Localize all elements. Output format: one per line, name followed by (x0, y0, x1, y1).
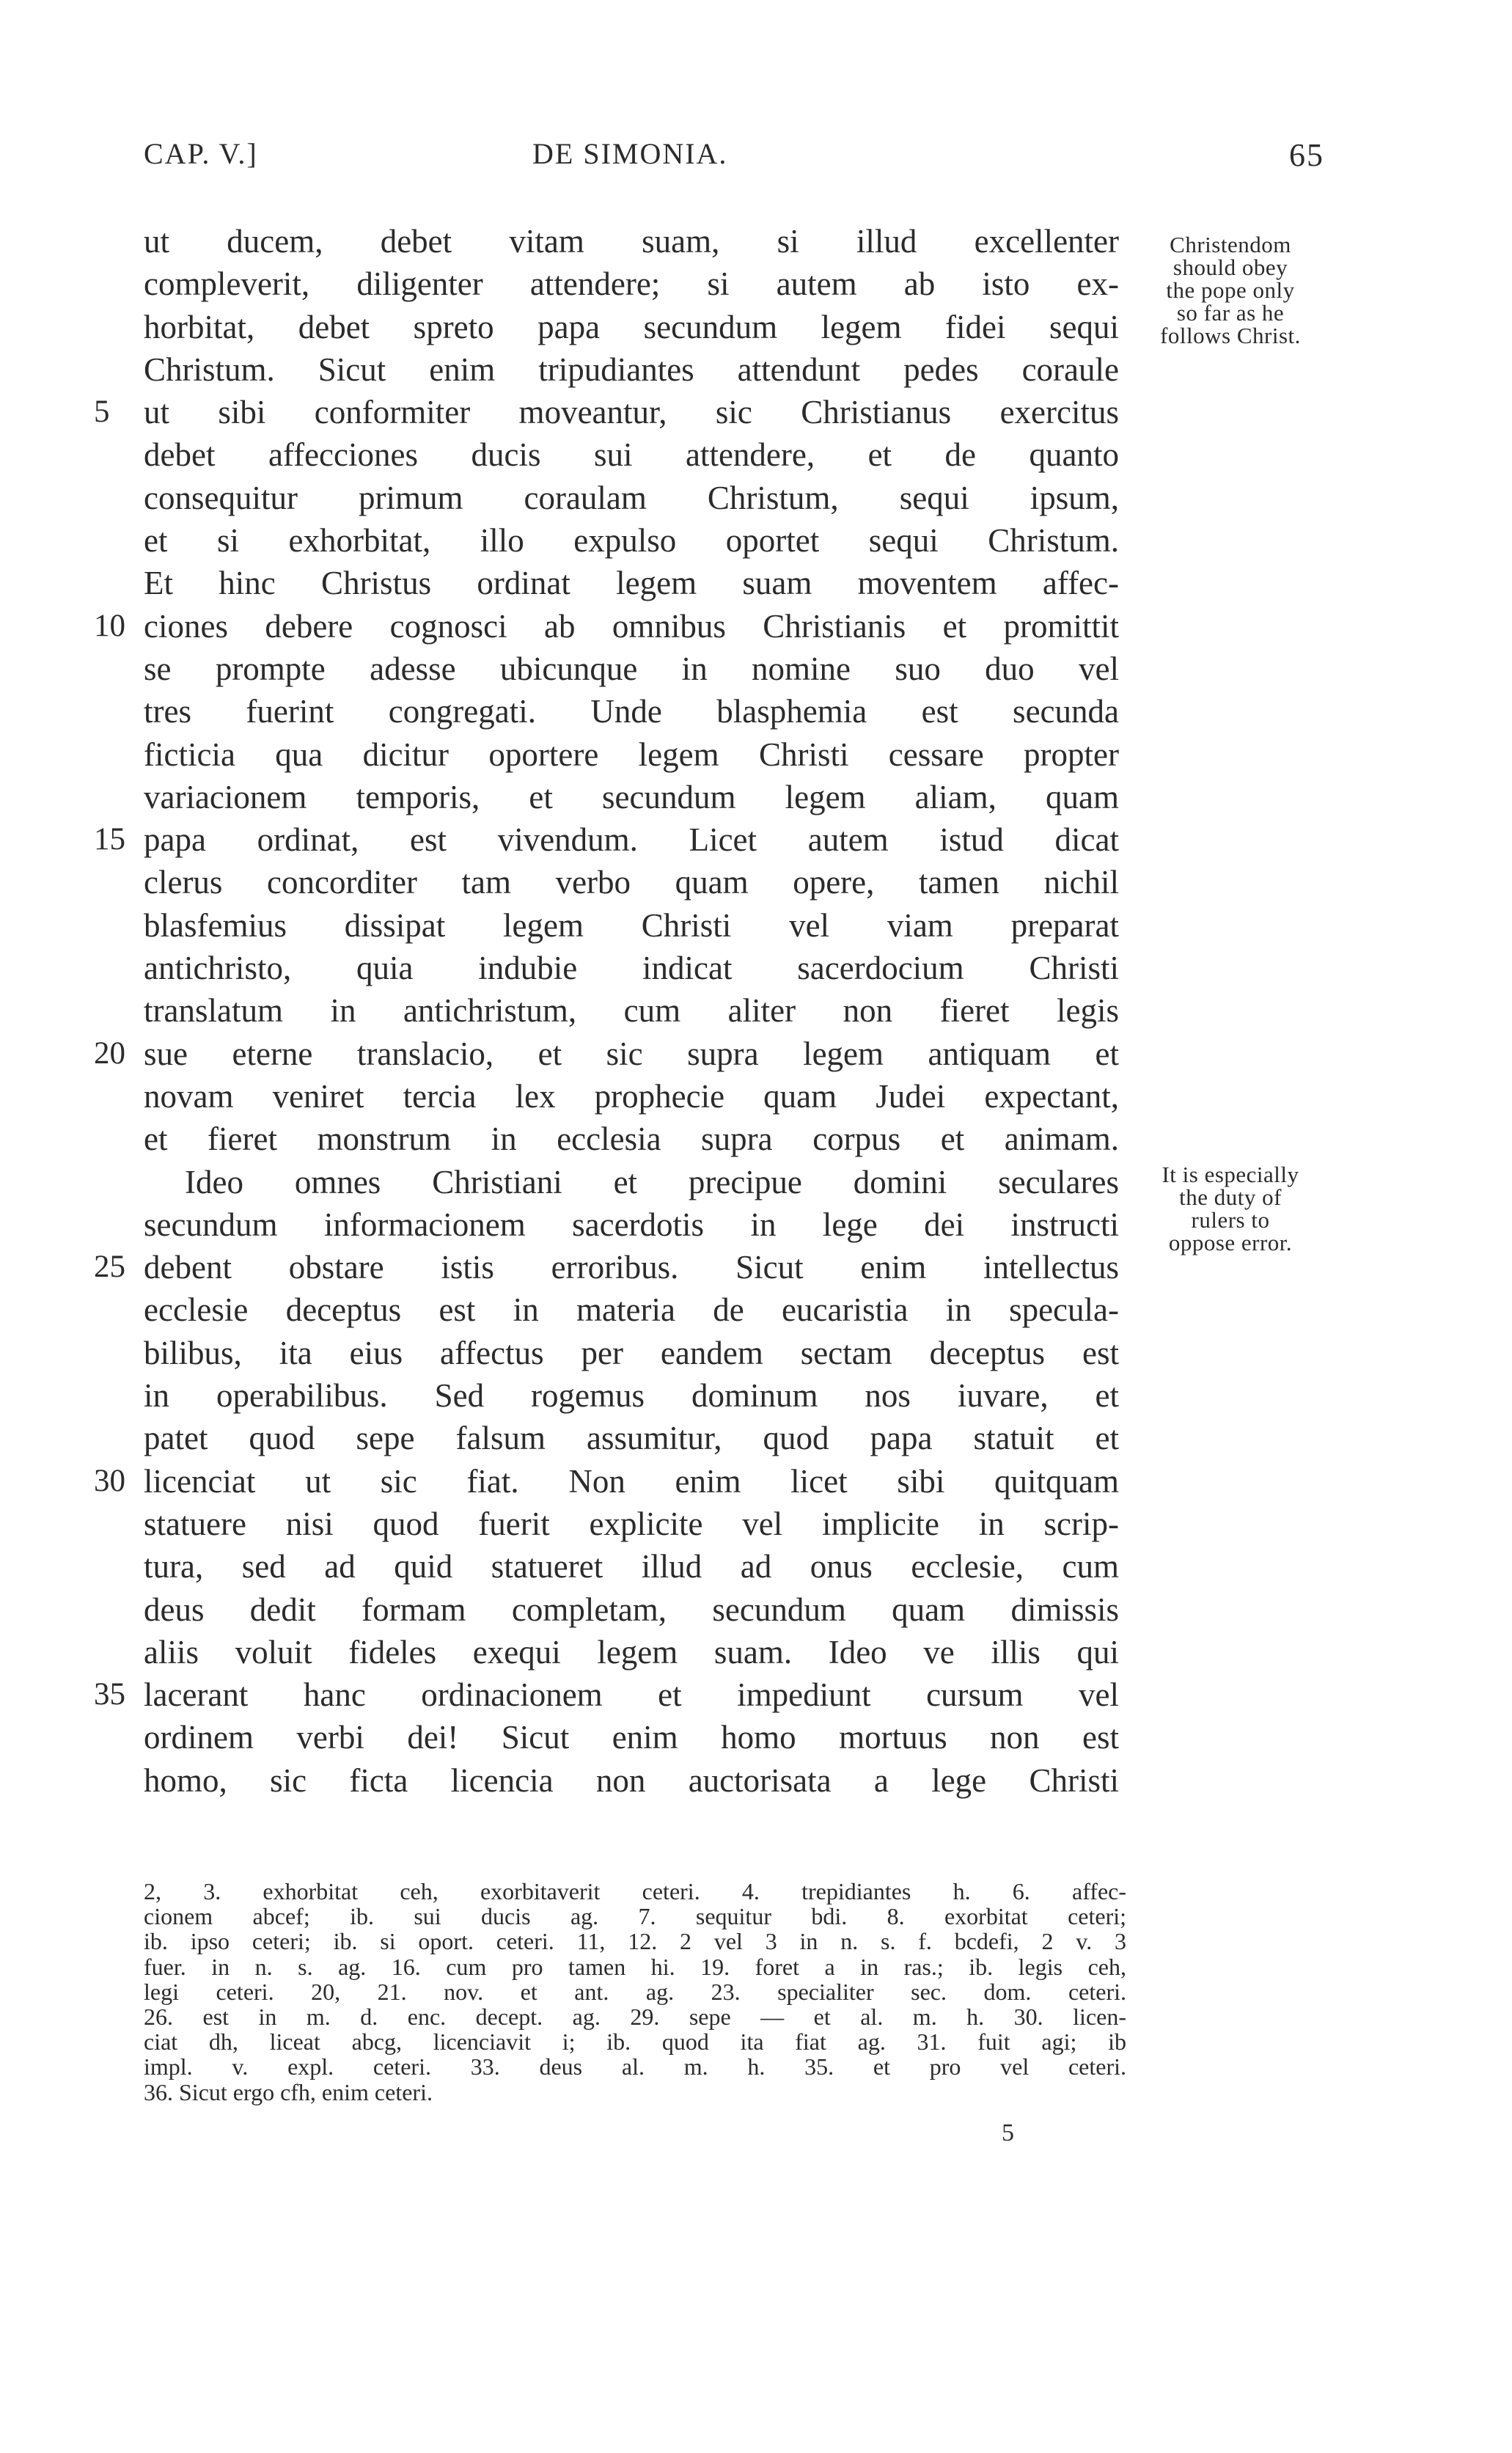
text-line: patet quod sepe falsum assumitur, quod papa statuit et (144, 1420, 1119, 1457)
text-line: translatum in antichristum, cum aliter non fieret legis (144, 992, 1119, 1030)
text-line: 30 licenciat ut sic fiat. Non enim licet sibi quitquam (144, 1460, 1119, 1503)
text-line: statuere nisi quod fuerit explicite vel implicite in scrip- (144, 1505, 1119, 1542)
text-line: 35 lacerant hanc ordinacionem et impediunt cursum vel (144, 1673, 1119, 1716)
footnote-line: 2, 3. exhorbitat ceh, exorbitaverit ceteri. 4. trepidiantes h. 6. affec- (144, 1878, 1126, 1904)
line-number: 25 (94, 1250, 125, 1285)
text-line: horbitat, debet spreto papa secundum legem fidei sequi (144, 308, 1119, 345)
text-line: Et hinc Christus ordinat legem suam moventem affec- (144, 565, 1119, 602)
line-number: 20 (94, 1035, 125, 1071)
text-line: debet affecciones ducis sui attendere, et de quanto (144, 436, 1119, 474)
text-line: homo, sic ficta licencia non auctorisata a lege Christi (144, 1761, 1119, 1799)
running-head (144, 136, 1324, 180)
text-line: compleverit, diligenter attendere; si autem ab isto ex- (144, 265, 1119, 303)
text-line: 25 debent obstare istis erroribus. Sicut enim intellectus (144, 1246, 1119, 1288)
text-line: ficticia qua dicitur oportere legem Christi cessare propter (144, 736, 1119, 773)
text-line: ordinem verbi dei! Sicut enim homo mortuus non est (144, 1719, 1119, 1756)
footnote-line: 26. est in m. d. enc. decept. ag. 29. sepe — et al. m. h. 30. licen- (144, 2003, 1126, 2030)
line-number: 35 (94, 1677, 125, 1712)
text-line: 15 papa ordinat, est vivendum. Licet autem istud dicat (144, 818, 1119, 861)
text-line: secundum informacionem sacerdotis in lege dei instructi (144, 1206, 1119, 1243)
line-number: 5 (94, 395, 110, 430)
text-line: ut ducem, debet vitam suam, si illud excellenter (144, 223, 1119, 260)
marginal-note-rulers: It is especially the duty of rulers to oppose error. (1161, 1162, 1299, 1255)
text-line: blasfemius dissipat legem Christi vel viam preparat (144, 906, 1119, 944)
text-line: in operabilibus. Sed rogemus dominum nos iuvare, et (144, 1377, 1119, 1415)
text-line: deus dedit formam completam, secundum quam dimissis (144, 1591, 1119, 1628)
line-number: 15 (94, 822, 125, 857)
text-line: se prompte adesse ubicunque in nomine suo duo vel (144, 650, 1119, 687)
text-line: consequitur primum coraulam Christum, sequi ipsum, (144, 479, 1119, 516)
text-line: 10 ciones debere cognosci ab omnibus Christianis et promittit (144, 605, 1119, 648)
section-title: DE SIMONIA. (532, 137, 728, 170)
text-line: ecclesie deceptus est in materia de eucaristia in specula- (144, 1291, 1119, 1329)
footnote-line: legi ceteri. 20, 21. nov. et ant. ag. 23. specialiter sec. dom. ceteri. (144, 1978, 1126, 2005)
critical-apparatus (144, 1879, 1126, 2105)
text-line: tura, sed ad quid statueret illud ad onus ecclesie, cum (144, 1548, 1119, 1585)
footnote-line: impl. v. expl. ceteri. 33. deus al. m. h. 35. et pro vel ceteri. (144, 2053, 1126, 2080)
footnote-line: cionem abcef; ib. sui ducis ag. 7. sequitur bdi. 8. exorbitat ceteri; (144, 1903, 1126, 1930)
text-line: antichristo, quia indubie indicat sacerdocium Christi (144, 950, 1119, 987)
text-line: tres fuerint congregati. Unde blasphemia est secunda (144, 693, 1119, 730)
footnote-line: fuer. in n. s. ag. 16. cum pro tamen hi. 19. foret a in ras.; ib. legis ceh, (144, 1953, 1126, 1980)
text-line: et fieret monstrum in ecclesia supra corpus et animam. (144, 1121, 1119, 1158)
text-line: novam veniret tercia lex prophecie quam Judei expectant, (144, 1077, 1119, 1115)
text-line: aliis voluit fideles exequi legem suam. Ideo ve illis qui (144, 1633, 1119, 1671)
text-line: Christum. Sicut enim tripudiantes attendunt pedes coraule (144, 351, 1119, 388)
line-number: 10 (94, 608, 125, 643)
footnote-line: ciat dh, liceat abcg, licenciavit i; ib. quod ita fiat ag. 31. fuit agi; ib (144, 2028, 1126, 2056)
main-text (94, 220, 1119, 1802)
signature-mark: 5 (1002, 2119, 1014, 2146)
footnote-line: ib. ipso ceteri; ib. si oport. ceteri. 11, 12. 2 vel 3 in n. s. f. bcdefi, 2 v. 3 (144, 1928, 1126, 1955)
text-line: et si exhorbitat, illo expulso oportet sequi Christum. (144, 522, 1119, 560)
line-number: 30 (94, 1463, 125, 1498)
text-line: 20 sue eterne translacio, et sic supra legem antiquam et (144, 1033, 1119, 1075)
text-line: clerus concorditer tam verbo quam opere, tamen nichil (144, 864, 1119, 901)
text-line: Ideo omnes Christiani et precipue domini seculares (185, 1163, 1119, 1200)
text-line: bilibus, ita eius affectus per eandem sectam deceptus est (144, 1334, 1119, 1371)
chapter-label: CAP. V.] (144, 137, 258, 170)
text-line: 5 ut sibi conformiter moveantur, sic Christianus exercitus (144, 391, 1119, 433)
text-line: variacionem temporis, et secundum legem aliam, quam (144, 778, 1119, 815)
footnote-line: 36. Sicut ergo cfh, enim ceteri. (144, 2078, 433, 2105)
page-number: 65 (1289, 137, 1324, 173)
marginal-note-christendom: Christendom should obey the pope only so far as he follows Christ. (1160, 232, 1301, 348)
